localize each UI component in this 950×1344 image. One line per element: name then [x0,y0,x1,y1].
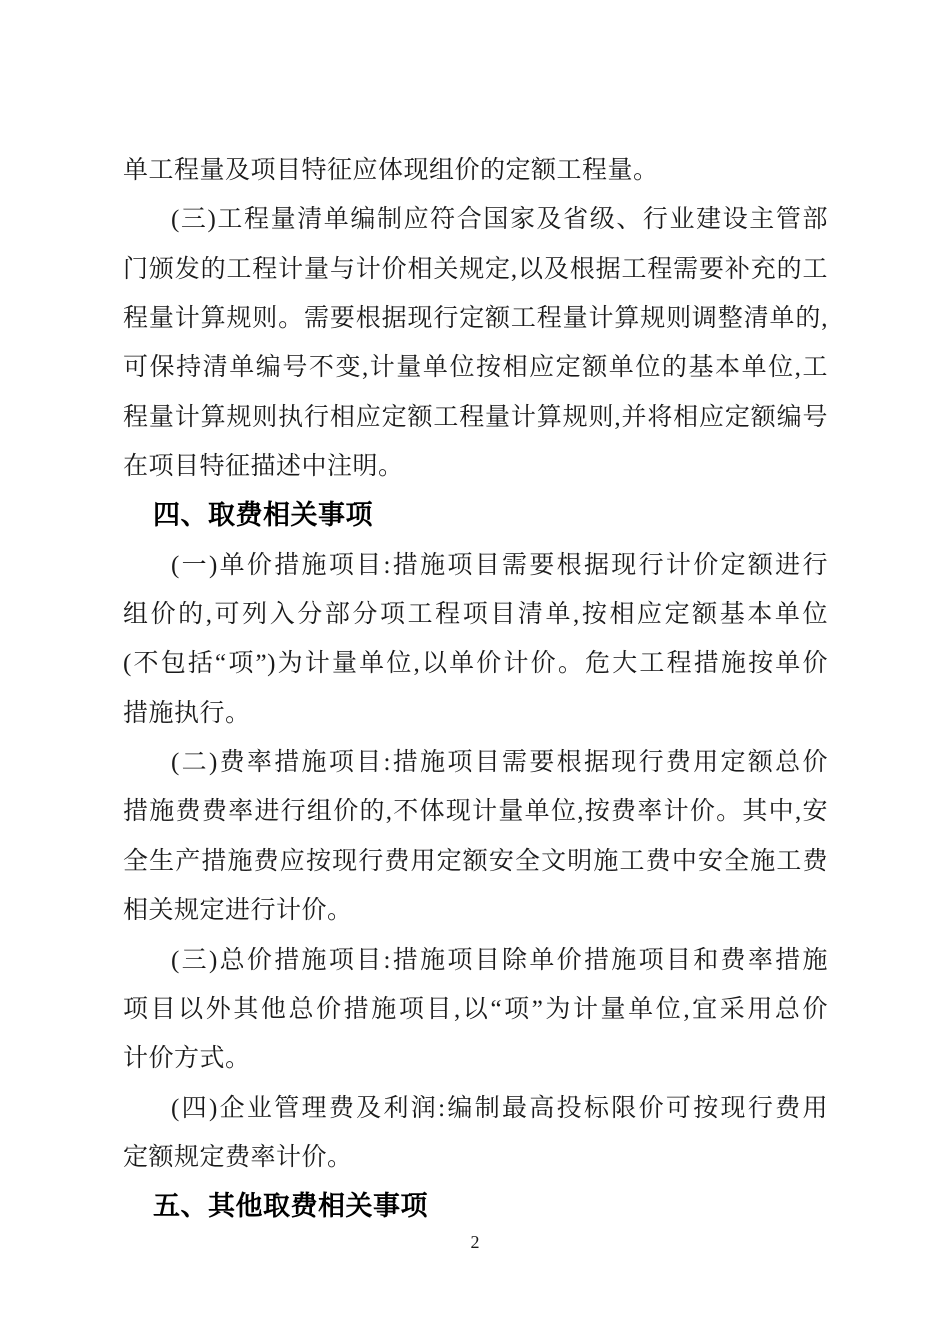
text-line: 门颁发的工程计量与计价相关规定,以及根据工程需要补充的工 [123,255,828,283]
text-line: 程量计算规则。需要根据现行定额工程量计算规则调整清单的, [123,305,828,333]
text-line: 全生产措施费应按现行费用定额安全文明施工费中安全施工费 [123,847,828,875]
text-line: 措施执行。 [123,699,251,727]
text-line: (二)费率措施项目:措施项目需要根据现行费用定额总价 [171,749,828,777]
text-line: (一)单价措施项目:措施项目需要根据现行计价定额进行 [171,551,828,579]
text-line: 项目以外其他总价措施项目,以“项”为计量单位,宜采用总价 [123,995,828,1023]
text-line: 定额规定费率计价。 [123,1143,353,1171]
text-line: 程量计算规则执行相应定额工程量计算规则,并将相应定额编号 [123,403,828,431]
text-line: 措施费费率进行组价的,不体现计量单位,按费率计价。其中,安 [123,798,828,826]
text-line: (三)工程量清单编制应符合国家及省级、行业建设主管部 [171,206,828,234]
text-line: 可保持清单编号不变,计量单位按相应定额单位的基本单位,工 [123,354,828,382]
text-line: 相关规定进行计价。 [123,897,353,925]
text-line: (不包括“项”)为计量单位,以单价计价。危大工程措施按单价 [123,650,828,678]
text-line: (四)企业管理费及利润:编制最高投标限价可按现行费用 [171,1094,828,1122]
text-line: 计价方式。 [123,1045,251,1073]
text-line: 单工程量及项目特征应体现组价的定额工程量。 [123,157,659,184]
text-line: (三)总价措施项目:措施项目除单价措施项目和费率措施 [171,946,828,974]
page-number: 2 [470,1232,480,1252]
section-heading: 四、取费相关事项 [153,500,373,531]
document-body [123,146,828,1232]
text-line: 组价的,可列入分部分项工程项目清单,按相应定额基本单位 [123,601,828,629]
text-line: 在项目特征描述中注明。 [123,453,404,481]
section-heading: 五、其他取费相关事项 [153,1191,428,1222]
